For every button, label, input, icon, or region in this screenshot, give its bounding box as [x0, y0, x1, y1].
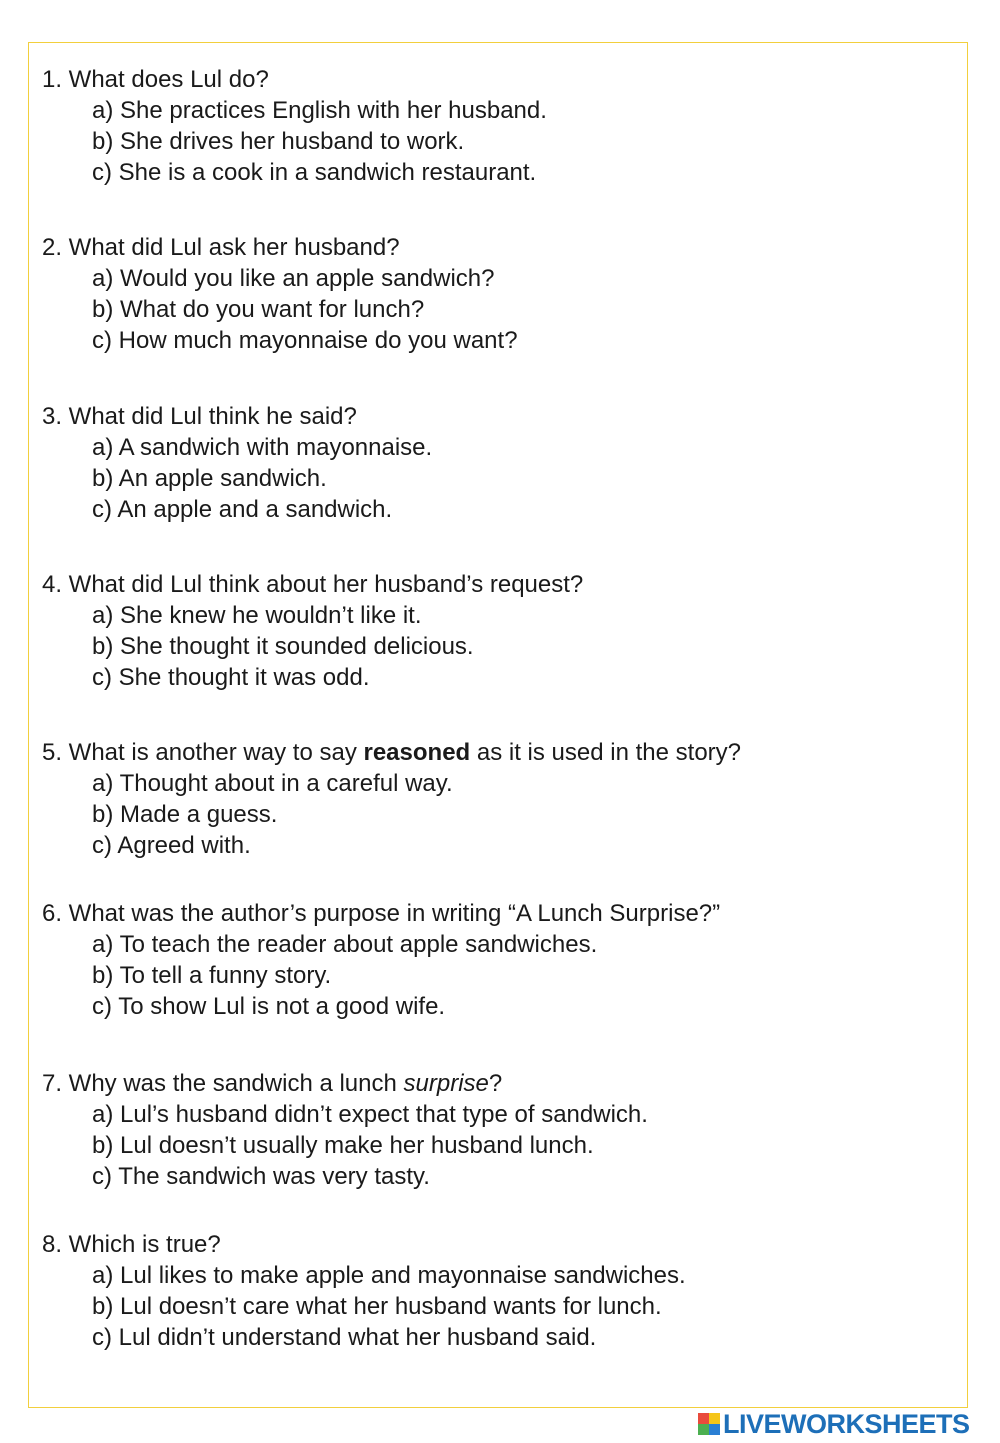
question-6: [42, 898, 962, 1022]
question-prompt: 8. Which is true?: [42, 1231, 221, 1258]
option-c[interactable]: c) How much mayonnaise do you want?: [92, 327, 518, 354]
option-c[interactable]: c) She thought it was odd.: [92, 664, 370, 691]
option-b[interactable]: b) She drives her husband to work.: [92, 128, 465, 155]
question-5: [42, 737, 962, 861]
question-prompt: 4. What did Lul think about her husband’s request?: [42, 571, 584, 598]
logo-text: LIVEWORKSHEETS: [723, 1408, 970, 1439]
option-a[interactable]: a) Thought about in a careful way.: [92, 770, 453, 797]
prompt-text: 7. Why was the sandwich a lunch: [42, 1070, 404, 1097]
question-3: [42, 401, 962, 525]
option-b[interactable]: b) She thought it sounded delicious.: [92, 633, 474, 660]
emphasized-word: surprise: [403, 1070, 489, 1097]
option-a[interactable]: a) She practices English with her husband.: [92, 97, 547, 124]
option-b[interactable]: b) An apple sandwich.: [92, 465, 327, 492]
option-a[interactable]: a) Would you like an apple sandwich?: [92, 265, 495, 292]
question-prompt: 1. What does Lul do?: [42, 66, 269, 93]
option-a[interactable]: a) To teach the reader about apple sandwiches.: [92, 931, 598, 958]
option-c[interactable]: c) She is a cook in a sandwich restaurant.: [92, 159, 537, 186]
option-a[interactable]: a) Lul likes to make apple and mayonnaise sandwiches.: [92, 1262, 686, 1289]
option-b[interactable]: b) To tell a funny story.: [92, 962, 332, 989]
question-4: [42, 569, 962, 693]
option-a[interactable]: a) Lul’s husband didn’t expect that type of sandwich.: [92, 1101, 648, 1128]
option-a[interactable]: a) She knew he wouldn’t like it.: [92, 602, 422, 629]
option-c[interactable]: c) The sandwich was very tasty.: [92, 1163, 430, 1190]
option-c[interactable]: c) Lul didn’t understand what her husband said.: [92, 1324, 597, 1351]
liveworksheets-logo[interactable]: [698, 1409, 970, 1439]
question-prompt: 3. What did Lul think he said?: [42, 403, 357, 430]
question-prompt: [42, 737, 962, 768]
option-c[interactable]: c) An apple and a sandwich.: [92, 496, 393, 523]
option-a[interactable]: a) A sandwich with mayonnaise.: [92, 434, 433, 461]
option-b[interactable]: b) What do you want for lunch?: [92, 296, 425, 323]
question-2: [42, 232, 962, 356]
prompt-text: as it is used in the story?: [470, 739, 741, 766]
liveworksheets-logo-icon: [698, 1413, 720, 1435]
prompt-text: 5. What is another way to say: [42, 739, 364, 766]
option-c[interactable]: c) To show Lul is not a good wife.: [92, 993, 446, 1020]
option-b[interactable]: b) Lul doesn’t usually make her husband lunch.: [92, 1132, 594, 1159]
option-b[interactable]: b) Made a guess.: [92, 801, 278, 828]
option-c[interactable]: c) Agreed with.: [92, 832, 251, 859]
prompt-text: ?: [488, 1070, 503, 1097]
vocabulary-word: reasoned: [363, 739, 471, 766]
question-1: [42, 64, 962, 188]
question-prompt: [42, 1068, 962, 1099]
option-b[interactable]: b) Lul doesn’t care what her husband wants for lunch.: [92, 1293, 662, 1320]
question-7: [42, 1068, 962, 1192]
question-prompt: 6. What was the author’s purpose in writing “A Lunch Surprise?”: [42, 900, 721, 927]
question-8: [42, 1229, 962, 1353]
question-prompt: 2. What did Lul ask her husband?: [42, 234, 400, 261]
